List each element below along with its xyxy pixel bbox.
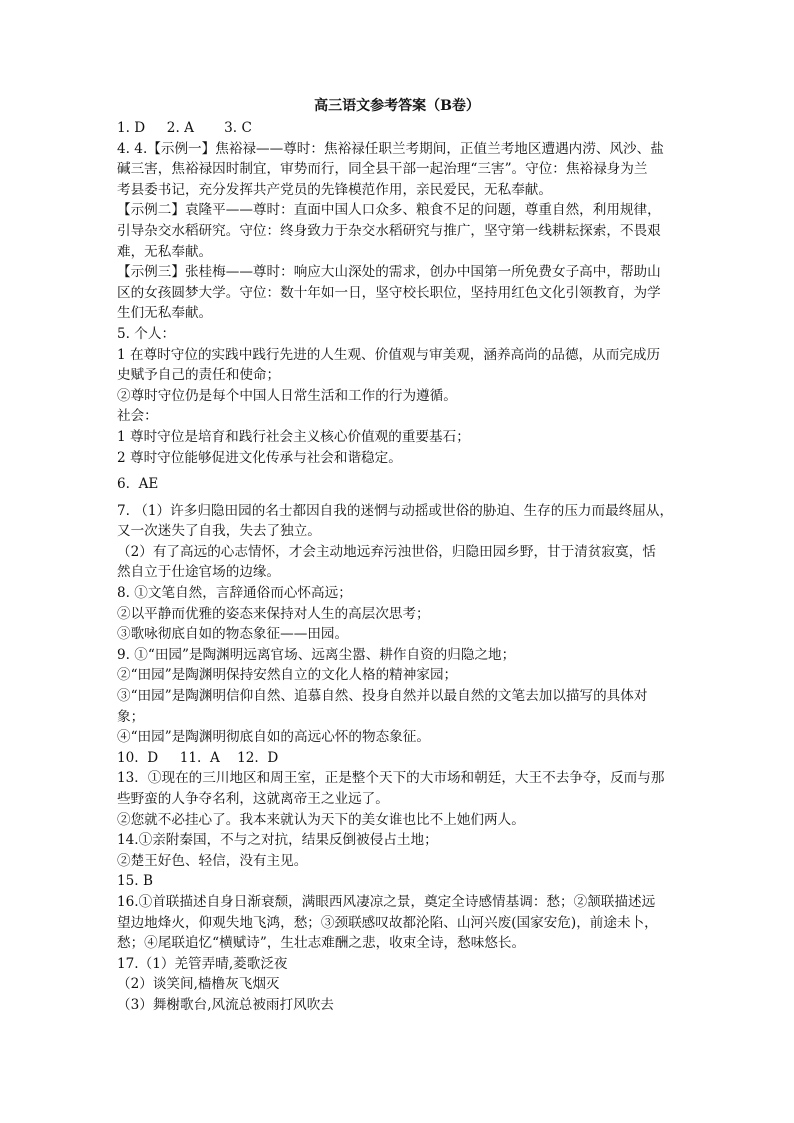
answer-line-5-cont: 2 尊时守位能够促进文化传承与社会和谐稳定。 — [117, 449, 402, 466]
answer-line-4-cont: 碱三害，焦裕禄因时制宜，审势而行，同全县干部一起治理“三害”。守位：焦裕禄身为兰 — [117, 161, 648, 178]
answer-line-5: 5. 个人： — [117, 325, 176, 342]
answer-line-example3: 【示例三】张桂梅——尊时：响应大山深处的需求，创办中国第一所免费女子高中，帮助山 — [117, 264, 661, 281]
answer-line-example2-cont: 难，无私奉献。 — [117, 243, 213, 260]
answer-line-9-cont: ②“田园”是陶渊明保持安然自立的文化人格的精神家园； — [117, 667, 458, 684]
answer-line-14-cont: ②楚王好色、轻信，没有主见。 — [117, 852, 308, 869]
answer-line-10-12: 10. D 11. A 12. D — [117, 749, 279, 766]
answer-line-example2: 【示例二】袁隆平——尊时：直面中国人口众多、粮食不足的问题，尊重自然，利用规律， — [117, 202, 661, 219]
answer-line-example3-cont: 生们无私奉献。 — [117, 305, 213, 322]
answer-line-5-society: 社会： — [117, 408, 158, 425]
answer-line-5-cont: 史赋予自己的责任和使命； — [117, 367, 281, 384]
answer-line-5-cont: 1 尊时守位是培育和践行社会主义核心价值观的重要基石； — [117, 428, 470, 445]
answer-line-16-cont: 愁；④尾联追忆“横赋诗”，生壮志难酬之悲，收束全诗，愁味悠长。 — [117, 935, 526, 952]
answer-line-5-cont: 1 在尊时守位的实践中践行先进的人生观、价值观与审美观，涵养高尚的品德，从而完成历 — [117, 346, 661, 363]
answer-line-13-cont: ②您就不必挂心了。我本来就认为天下的美女谁也比不上她们两人。 — [117, 811, 525, 828]
answer-line-17-cont: （3）舞榭歌台,风流总被雨打风吹去 — [117, 996, 334, 1013]
answer-line-16: 16.①首联描述自身日渐衰颓，满眼西风凄凉之景，奠定全诗感情基调：愁；②颔联描述远 — [117, 893, 656, 910]
answer-line-9: 9. ①“田园”是陶渊明远离官场、远离尘嚣、耕作自资的归隐之地； — [117, 646, 516, 663]
answer-line-15: 15. B — [117, 873, 153, 890]
answer-line-8-cont: ③歌咏彻底自如的物态象征——田园。 — [117, 626, 349, 643]
answer-line-8-cont: ②以平静而优雅的姿态来保持对人生的高层次思考； — [117, 605, 430, 622]
answer-line-7-cont: 然自立于仕途官场的边缘。 — [117, 564, 281, 581]
answer-line-6: 6. AE — [117, 476, 159, 493]
answer-line-example2-cont: 引导杂交水稻研究。守位：终身致力于杂交水稻研究与推广，坚守第一线耕耘探索，不畏艰 — [117, 222, 661, 239]
answer-line-4: 4. 4.【示例一】焦裕禄——尊时：焦裕禄任职兰考期间，正值兰考地区遭遇内涝、风沙、盐 — [117, 140, 664, 157]
answer-line-1: 1. D 2. A 3. C — [117, 120, 252, 136]
answer-line-17-cont: （2）谈笑间,樯橹灰飞烟灭 — [117, 976, 280, 993]
answer-line-5-cont: ②尊时守位仍是每个中国人日常生活和工作的行为遵循。 — [117, 387, 457, 404]
answer-line-9-cont: ③“田园”是陶渊明信仰自然、追慕自然、投身自然并以最自然的文笔去加以描写的具体对 — [117, 688, 648, 705]
answer-line-8: 8. ①文笔自然，言辞通俗而心怀高远； — [117, 585, 352, 602]
page-title: 高三语文参考答案（B卷） — [314, 98, 480, 114]
answer-line-7-cont: 又一次迷失了自我，失去了独立。 — [117, 523, 321, 540]
answer-line-14: 14.①亲附秦国，不与之对抗，结果反倒被侵占土地； — [117, 832, 438, 849]
answer-line-17: 17.（1）羌管弄晴,菱歌泛夜 — [117, 955, 288, 972]
answer-line-7: 7. （1）许多归隐田园的名士都因自我的迷惘与动摇或世俗的胁迫、生存的压力而最终屈从， — [117, 502, 674, 519]
answer-line-13-cont: 些野蛮的人争夺名利，这就离帝王之业远了。 — [117, 791, 389, 807]
answer-line-4-cont: 考县委书记，充分发挥共产党员的先锋模范作用，亲民爱民，无私奉献。 — [117, 181, 552, 198]
answer-line-9-cont: ④“田园”是陶渊明彻底自如的高远心怀的物态象征。 — [117, 729, 430, 746]
answer-line-9-cont: 象； — [117, 708, 145, 725]
answer-line-7-cont: （2）有了高远的心志情怀，才会主动地远弃污浊世俗，归隐田园乡野，甘于清贫寂寞，恬 — [117, 543, 656, 560]
answer-document — [117, 96, 677, 1016]
answer-line-example3-cont: 区的女孩圆梦大学。守位：数十年如一日，坚守校长职位，坚持用红色文化引领教育，为学 — [117, 284, 661, 301]
answer-line-13: 13．①现在的三川地区和周王室，正是整个天下的大市场和朝廷，大王不去争夺，反而与那 — [117, 770, 665, 787]
answer-line-16-cont: 望边地烽火，仰观失地飞鸿，愁；③颈联感叹故都沦陷、山河兴废(国家安危)，前途未卜， — [117, 914, 658, 931]
